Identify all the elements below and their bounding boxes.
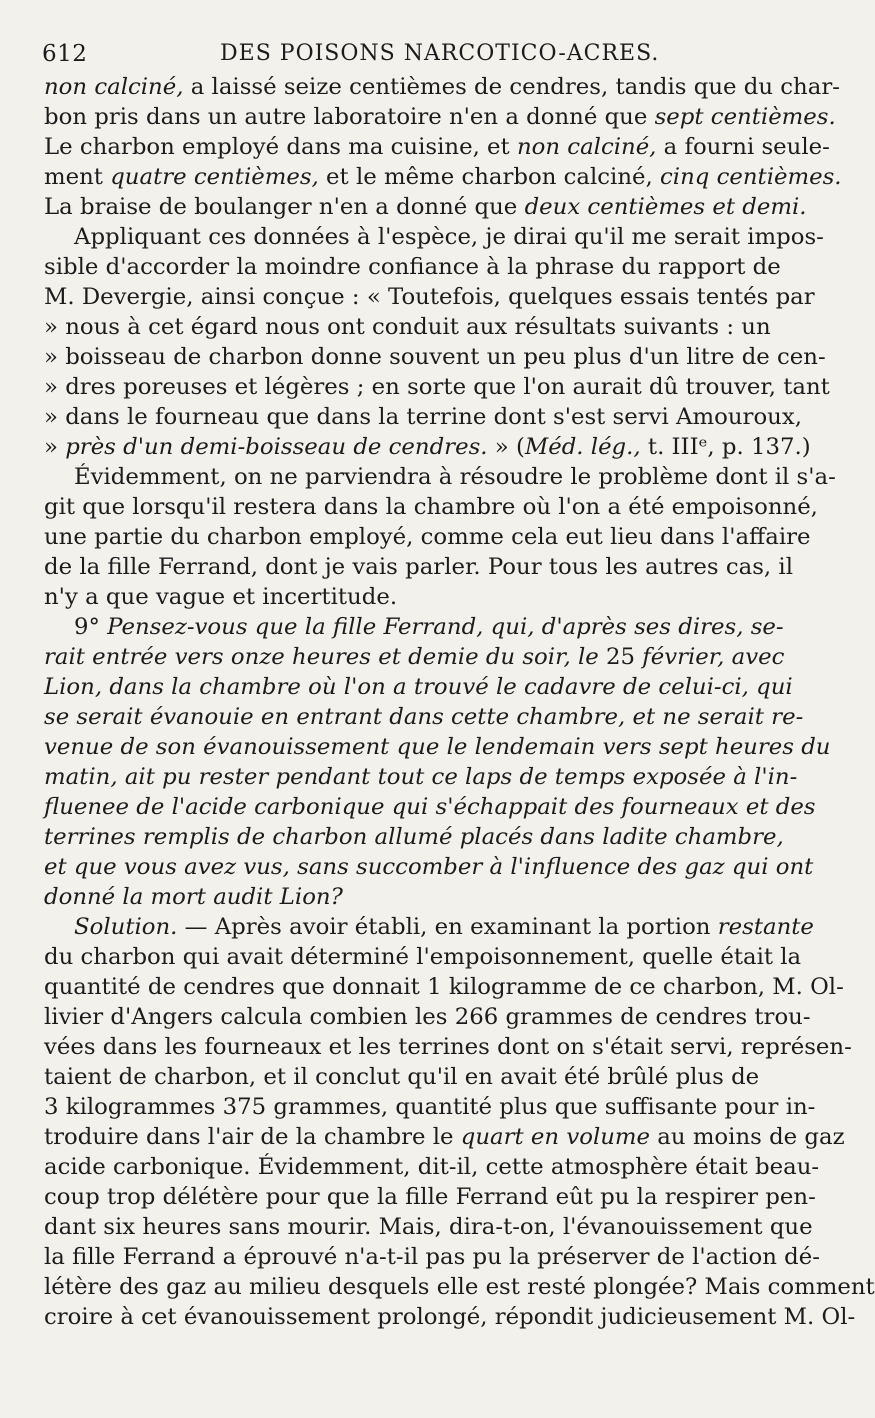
text-segment: a fourni seule- [656,134,830,160]
text-line [44,882,756,912]
text-line [44,612,784,642]
italic-text: février, avec [635,644,785,670]
text-segment: sible d'accorder la moindre confiance à la phrase du rapport de [44,254,781,280]
body-text [44,72,875,1332]
text-line [44,852,814,882]
text-line [44,342,826,372]
italic-text: Méd. lég., [524,434,641,460]
text-line [44,372,830,402]
italic-text: cinq centièmes. [660,164,842,190]
text-segment: 3 kilogrammes 375 grammes, quantité plus que suffisante pour in- [44,1094,816,1120]
italic-text: deux centièmes et demi. [524,194,807,220]
text-segment: 25 [606,644,636,670]
italic-text: Pensez-vous que la fille Ferrand, qui, d'après ses dires, se- [107,614,784,640]
text-segment: livier d'Angers calcula combien les 266 grammes de cendres trou- [44,1004,811,1030]
text-line [44,252,781,282]
italic-text: Solution. [74,914,178,940]
italic-text: restante [717,914,814,940]
text-segment: » nous à cet égard nous ont conduit aux résultats suivants : un [44,314,771,340]
text-segment: t. IIIᵉ, p. 137.) [640,434,811,460]
italic-text: quatre centièmes, [110,164,319,190]
italic-text: venue de son évanouissement que le lendemain vers sept heures du [44,734,831,760]
running-header [42,37,758,71]
text-line [44,732,831,762]
text-line [44,822,784,852]
italic-text: non calciné, [516,134,657,160]
text-segment: la fille Ferrand a éprouvé n'a-t-il pas pu la préserver de l'action dé- [44,1244,820,1270]
text-segment: taient de charbon, et il conclut qu'il en avait été brûlé plus de [44,1064,760,1090]
italic-text: quart en volume [460,1124,651,1150]
text-line [44,1062,760,1092]
text-segment: une partie du charbon employé, comme cela eut lieu dans l'affaire [44,524,811,550]
text-line [44,582,756,612]
text-segment: » dans le fourneau que dans la terrine dont s'est servi Amouroux, [44,404,802,430]
italic-text: donné la mort audit Lion? [44,884,343,910]
text-line [44,102,836,132]
italic-text: sept centièmes. [654,104,836,130]
text-segment: létère des gaz au milieu desquels elle est resté plongée? Mais comment [44,1274,875,1300]
text-line [44,942,802,972]
text-line [44,222,824,252]
text-segment: ment [44,164,111,190]
text-line [44,1242,820,1272]
text-line [44,132,830,162]
page-number: 612 [42,41,88,67]
text-segment: bon pris dans un autre laboratoire n'en a donné que [44,104,655,130]
text-segment: » ( [487,434,525,460]
text-line [44,552,793,582]
italic-text: non calciné, [44,74,184,100]
italic-text: et que vous avez vus, sans succomber à l'influence des gaz qui ont [44,854,814,880]
text-segment: a laissé seize centièmes de cendres, tandis que du char- [183,74,840,100]
text-segment: — Après avoir établi, en examinant la portion [177,914,718,940]
text-line [44,492,818,522]
text-line [44,1122,845,1152]
text-line [44,672,793,702]
text-line [44,1272,875,1302]
text-segment: et le même charbon calciné, [318,164,661,190]
italic-text: matin, ait pu rester pendant tout ce laps de temps exposée à l'in- [44,764,798,790]
text-segment: » dres poreuses et légères ; en sorte que l'on aurait dû trouver, tant [44,374,830,400]
text-line [44,1302,856,1332]
text-segment: du charbon qui avait déterminé l'empoisonnement, quelle était la [44,944,802,970]
text-segment: dant six heures sans mourir. Mais, dira-t-on, l'évanouissement que [44,1214,813,1240]
text-line [44,462,836,492]
text-line [44,792,816,822]
italic-text: terrines remplis de charbon allumé placés dans ladite chambre, [44,824,784,850]
text-line [44,702,804,732]
text-line [44,192,807,222]
text-segment: acide carbonique. Évidemment, dit-il, cette atmosphère était beau- [44,1154,820,1180]
text-line [44,72,840,102]
text-line [44,762,798,792]
text-line [44,432,811,462]
text-segment: Appliquant ces données à l'espèce, je dirai qu'il me serait impos- [74,224,824,250]
text-line [44,1182,816,1212]
italic-text: Lion, dans la chambre où l'on a trouvé le cadavre de celui-ci, qui [44,674,793,700]
text-segment: » [44,434,66,460]
text-line [44,972,844,1002]
text-line [44,1002,811,1032]
italic-text: près d'un demi-boisseau de cendres. [65,434,488,460]
text-line [44,282,815,312]
running-title: DES POISONS NARCOTICO-ACRES. [220,41,660,66]
text-segment: 9° [74,614,108,640]
text-line [44,1032,852,1062]
text-segment: quantité de cendres que donnait 1 kilogramme de ce charbon, M. Ol- [44,974,844,1000]
text-segment: troduire dans l'air de la chambre le [44,1124,461,1150]
text-segment: n'y a que vague et incertitude. [44,584,398,610]
text-segment: vées dans les fourneaux et les terrines dont on s'était servi, représen- [44,1034,852,1060]
text-line [44,162,842,192]
text-segment: de la fille Ferrand, dont je vais parler. Pour tous les autres cas, il [44,554,793,580]
text-line [44,642,785,672]
text-line [44,1152,820,1182]
text-line [44,402,802,432]
text-segment: M. Devergie, ainsi conçue : « Toutefois, quelques essais tentés par [44,284,815,310]
italic-text: rait entrée vers onze heures et demie du soir, le [44,644,606,670]
text-line [44,1212,813,1242]
text-line [44,912,814,942]
italic-text: se serait évanouie en entrant dans cette chambre, et ne serait re- [44,704,804,730]
text-line [44,1092,816,1122]
text-segment: La braise de boulanger n'en a donné que [44,194,525,220]
text-segment: au moins de gaz [650,1124,845,1150]
text-line [44,522,811,552]
text-line [44,312,771,342]
text-segment: Évidemment, on ne parviendra à résoudre le problème dont il s'a- [74,464,836,490]
italic-text: fluenee de l'acide carbonique qui s'échappait des fourneaux et des [44,794,816,820]
text-segment: » boisseau de charbon donne souvent un peu plus d'un litre de cen- [44,344,826,370]
text-segment: coup trop délétère pour que la fille Ferrand eût pu la respirer pen- [44,1184,816,1210]
text-segment: git que lorsqu'il restera dans la chambre où l'on a été empoisonné, [44,494,818,520]
text-segment: croire à cet évanouissement prolongé, répondit judicieusement M. Ol- [44,1304,856,1330]
text-segment: Le charbon employé dans ma cuisine, et [44,134,517,160]
